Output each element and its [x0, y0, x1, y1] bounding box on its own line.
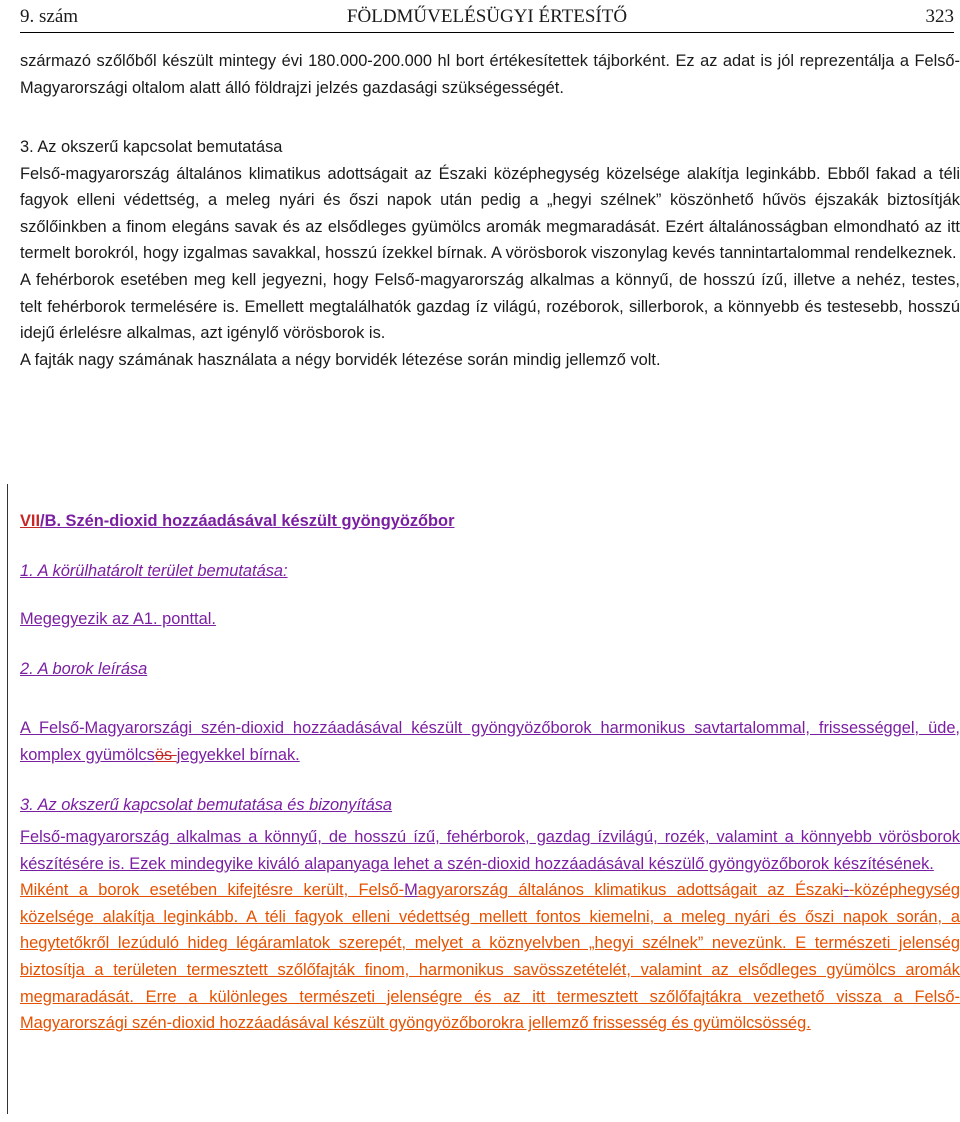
sub1-heading — [20, 558, 960, 585]
section-3-paragraph-3: A fajták nagy számának használata a négy borvidék létezése során mindig jellemző volt. — [20, 350, 661, 369]
section-3 — [20, 134, 960, 373]
section-3-paragraph-2: A fehérborok esetében meg kell jegyezni, hogy Felső-magyarország alkalmas a könnyű, de hosszú ízű, illetve a nehéz, testes, telt fehérborok termelésére is. Emellett megtalálhatók gazdag íz világú, rozéborok, sillerborok, a könnyebb és testesebb, hosszú idejű érlelésre alkalmas, azt igénylő vörösborok is. — [20, 270, 960, 343]
intro-paragraph — [20, 48, 960, 101]
page-header — [20, 6, 954, 28]
sub2-heading-text: 2. A borok leírása — [20, 660, 148, 678]
issue-number: 9. szám — [20, 6, 79, 27]
sub3-orange-a: Miként a borok esetében kifejtésre került, Felső- — [20, 881, 405, 900]
sub2-text-b: jegyekkel bírnak. — [176, 745, 300, 764]
sub1-heading-text: 1. A körülhatárolt terület bemutatása: — [20, 562, 288, 580]
sub2-heading — [20, 656, 960, 683]
sub3-heading-text: 3. Az okszerű kapcsolat bemutatása és bizonyítása — [20, 796, 393, 814]
journal-title: FÖLDMŰVELÉSÜGYI ÉRTESÍTŐ — [346, 6, 628, 27]
sub3-heading — [20, 792, 960, 819]
title-prefix: VII — [20, 512, 41, 530]
title-rest: B. Szén-dioxid hozzáadásával készült gyöngyözőbor — [44, 512, 455, 530]
sub1-body — [20, 606, 960, 633]
section-3-paragraph-1: Felső-magyarország általános klimatikus adottságait az Északi középhegység közelsége alakítja leginkább. Ebből fakad a téli fagyok elleni védettség, a meleg nyári és őszi napok után pedig a „hegyi szélnek” köszönhető hűvös éjszakák biztosítják szőlőinkben a finom elegáns savak és az elsődleges gyümölcs aromák megmaradását. Ezért általánosságban elmondható az itt termelt borokról, hogy izgalmas savakkal, hosszú ízekkel bírnak. A vörösborok viszonylag kevés tannintartalommal rendelkeznek. — [20, 164, 960, 263]
intro-text: származó szőlőből készült mintegy évi 180.000-200.000 hl bort értékesítettek tájborként. Ez az adat is jól reprezentálja a Felső-Magyarországi oltalom alatt álló földrajzi jelzés gazdasági szükségességét. — [20, 52, 960, 97]
sub3-body — [20, 824, 960, 1037]
page-number: 323 — [925, 6, 954, 27]
sub2-body — [20, 715, 960, 768]
sub3-orange-b: agyarország általános klimatikus adottságait az Északi — [417, 881, 844, 900]
header-rule — [20, 32, 954, 33]
sub2-text-a: A Felső-Magyarországi szén-dioxid hozzáadásával készült gyöngyözőborok harmonikus savtartalommal, frissességgel, üde, komplex gyümölcs — [20, 719, 960, 764]
revision-title — [20, 508, 960, 535]
sub3-orange-deleted: - — [843, 881, 849, 900]
sub1-body-text: Megegyezik az A1. ponttal. — [20, 610, 216, 628]
change-bar — [7, 484, 8, 1114]
section-3-heading: 3. Az okszerű kapcsolat bemutatása — [20, 138, 283, 156]
title-slash: / — [40, 512, 45, 530]
sub3-purple-text: Felső-magyarország alkalmas a könnyű, de hosszú ízű, fehérborok, gazdag ízvilágú, rozék, valamint a könnyebb vörösborok készítésére is. Ezek mindegyike kiváló alapanyaga lehet a szén-dioxid hozzáadásával készülő gyöngyözőborok készítésének. — [20, 828, 960, 873]
sub3-orange-c: -középhegység közelsége alakítja leginkább. A téli fagyok elleni védettség mellett fontos kiemelni, a meleg nyári és őszi napok során, a hegytetőkről lezúduló hideg légáramlatok szerepét, melyet a köznyelvben „hegyi szélnek” nevezünk. E természeti jelenség biztosítja a területen termesztett szőlőfajták finom, harmonikus savösszetételét, valamint az elsődleges gyümölcs aromák megmaradását. Erre a különleges természeti jelenségre és az itt termesztett szőlőfajtákra vezethető vissza a Felső-Magyarországi szén-dioxid hozzáadásával készült gyöngyözőborokra jellemző frissesség és gyümölcsösség. — [20, 881, 960, 1033]
sub3-orange-M: M — [404, 881, 418, 900]
sub2-text-deleted: ös — [154, 745, 177, 764]
